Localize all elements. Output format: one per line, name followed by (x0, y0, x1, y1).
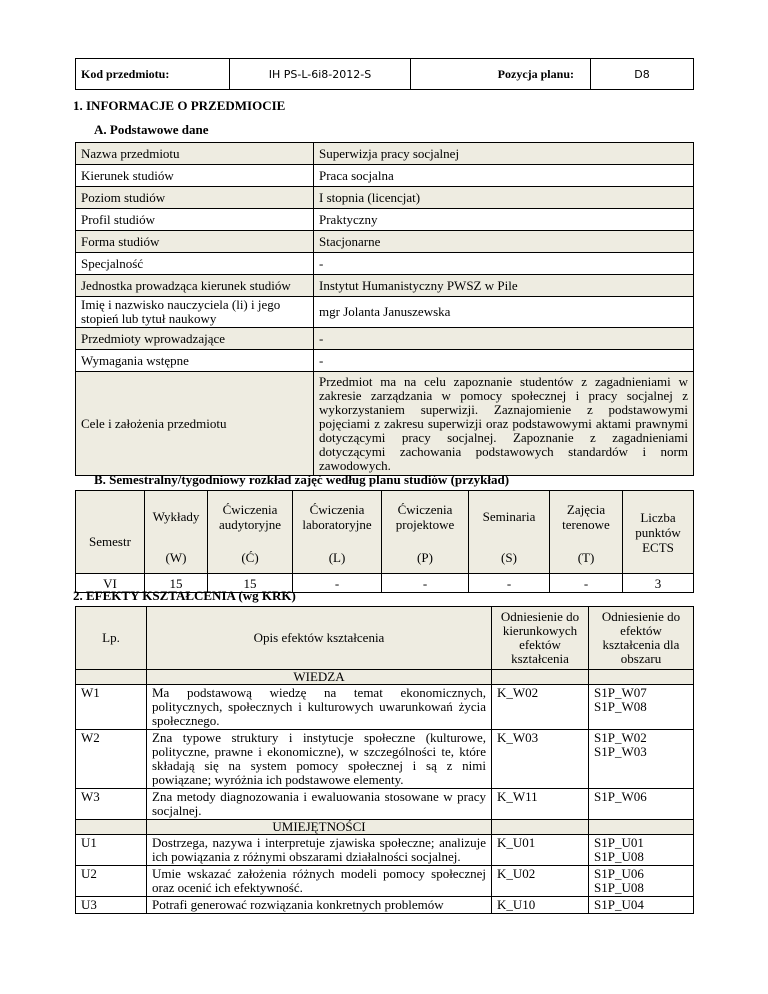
label-forma: Forma studiów (76, 231, 314, 253)
col-ects: Liczba punktów ECTS (623, 491, 694, 574)
abbr-s: (S) (469, 542, 550, 573)
col-cwiczenia-laboratoryjne: Ćwiczenia laboratoryjne (293, 491, 382, 543)
row-u2-lp: U2 (76, 866, 147, 897)
obszar-code: S1P_W06 (594, 789, 647, 804)
value-nauczyciel: mgr Jolanta Januszewska (314, 297, 694, 328)
header-table (75, 58, 694, 90)
label-specjalnosc: Specjalność (76, 253, 314, 275)
semestr-value: VI (76, 574, 145, 593)
abbr-w: (W) (145, 542, 208, 573)
row-u1-opis: Dostrzega, nazywa i interpretuje zjawiska społeczne; analizuje ich powiązania z różnymi obszarami działalności socjalnej. (147, 835, 492, 866)
group-wiedza-title: WIEDZA (147, 670, 492, 685)
value-kierunek: Praca socjalna (314, 165, 694, 187)
label-nazwa: Nazwa przedmiotu (76, 143, 314, 165)
row-u1-obszar (589, 835, 694, 866)
pozycja-label: Pozycja planu: (411, 59, 591, 90)
row-w3-lp: W3 (76, 789, 147, 820)
abbr-l: (L) (293, 542, 382, 573)
efekty-table (75, 606, 694, 914)
row-u3-kier: K_U10 (492, 897, 589, 914)
label-cele: Cele i założenia przedmiotu (76, 372, 314, 476)
row-u3-obszar (589, 897, 694, 914)
row-w2-kier: K_W03 (492, 730, 589, 789)
row-u2-obszar (589, 866, 694, 897)
value-ects: 3 (623, 574, 694, 593)
row-w3-kier: K_W11 (492, 789, 589, 820)
obszar-code: S1P_U01 (594, 835, 644, 850)
group-umiejetnosci-title: UMIEJĘTNOŚCI (147, 820, 492, 835)
label-jednostka: Jednostka prowadząca kierunek studiów (76, 275, 314, 297)
row-w1-lp: W1 (76, 685, 147, 730)
section1-title: 1. INFORMACJE O PRZEDMIOCIE (73, 98, 286, 113)
label-wymagania: Wymagania wstępne (76, 350, 314, 372)
row-w3-obszar (589, 789, 694, 820)
col-zajecia-terenowe: Zajęcia terenowe (550, 491, 623, 543)
pozycja-value: D8 (591, 59, 694, 90)
value-cele: Przedmiot ma na celu zapoznanie studentów z zagadnieniami w zakresie zarządzania w pomocy społecznej i pracy socjalnej z wykorzystaniem superwizji. Zaznajomienie z podstawowymi pojęciami z zakresu superwizji oraz podstawowymi aktami prawnymi dotyczącymi pracy socjalnej. Zapoznanie z zagadnieniami dotyczącymi zachowania podstawowych standardów i norm zawodowych. (314, 372, 694, 476)
value-p: - (382, 574, 469, 593)
section2-title: 2. EFEKTY KSZTAŁCENIA (wg KRK) (73, 588, 296, 603)
value-c: 15 (208, 574, 293, 593)
col-wyklady: Wykłady (145, 491, 208, 543)
row-w2-obszar (589, 730, 694, 789)
row-u3-lp: U3 (76, 897, 147, 914)
col-seminaria: Seminaria (469, 491, 550, 543)
row-w1-kier: K_W02 (492, 685, 589, 730)
label-profil: Profil studiów (76, 209, 314, 231)
obszar-code: S1P_U08 (594, 880, 644, 895)
opis-header: Opis efektów kształcenia (147, 607, 492, 670)
row-w1-opis: Ma podstawową wiedzę na temat ekonomicznych, politycznych, społecznych i kulturowych uwarunkowań życia społecznego. (147, 685, 492, 730)
label-przedmioty-wprowadzajace: Przedmioty wprowadzające (76, 328, 314, 350)
col-cwiczenia-projektowe: Ćwiczenia projektowe (382, 491, 469, 543)
kod-label: Kod przedmiotu: (76, 59, 230, 90)
obszar-code: S1P_U06 (594, 866, 644, 881)
label-nauczyciel: Imię i nazwisko nauczyciela (li) i jego stopień lub tytuł naukowy (76, 297, 314, 328)
basic-data-table (75, 142, 694, 476)
label-kierunek: Kierunek studiów (76, 165, 314, 187)
row-w2-lp: W2 (76, 730, 147, 789)
value-t: - (550, 574, 623, 593)
label-poziom: Poziom studiów (76, 187, 314, 209)
row-u1-lp: U1 (76, 835, 147, 866)
value-l: - (293, 574, 382, 593)
kier-header: Odniesienie do kierunkowych efektów kształcenia (492, 607, 589, 670)
obszar-code: S1P_U04 (594, 897, 644, 912)
value-poziom: I stopnia (licencjat) (314, 187, 694, 209)
abbr-p: (P) (382, 542, 469, 573)
value-wymagania: - (314, 350, 694, 372)
obszar-header: Odniesienie do efektów kształcenia dla obszaru (589, 607, 694, 670)
col-cwiczenia-audytoryjne: Ćwiczenia audytoryjne (208, 491, 293, 543)
obszar-code: S1P_W08 (594, 699, 647, 714)
abbr-t: (T) (550, 542, 623, 573)
subsection-a-title: A. Podstawowe dane (94, 122, 209, 137)
value-w: 15 (145, 574, 208, 593)
value-nazwa: Superwizja pracy socjalnej (314, 143, 694, 165)
value-przedmioty-wprowadzajace: - (314, 328, 694, 350)
obszar-code: S1P_W02 (594, 730, 647, 745)
row-u1-kier: K_U01 (492, 835, 589, 866)
obszar-code: S1P_W03 (594, 744, 647, 759)
value-s: - (469, 574, 550, 593)
schedule-table (75, 490, 694, 593)
row-w1-obszar (589, 685, 694, 730)
semestr-header: Semestr (76, 491, 145, 574)
abbr-c: (Ć) (208, 542, 293, 573)
row-w3-opis: Zna metody diagnozowania i ewaluowania stosowane w pracy socjalnej. (147, 789, 492, 820)
value-profil: Praktyczny (314, 209, 694, 231)
value-specjalnosc: - (314, 253, 694, 275)
subsection-b-title: B. Semestralny/tygodniowy rozkład zajęć według planu studiów (przykład) (94, 472, 510, 487)
obszar-code: S1P_W07 (594, 685, 647, 700)
row-u3-opis: Potrafi generować rozwiązania konkretnych problemów (147, 897, 492, 914)
kod-value: IH PS-L-6i8-2012-S (230, 59, 411, 90)
lp-header: Lp. (76, 607, 147, 670)
value-forma: Stacjonarne (314, 231, 694, 253)
value-jednostka: Instytut Humanistyczny PWSZ w Pile (314, 275, 694, 297)
row-u2-kier: K_U02 (492, 866, 589, 897)
row-u2-opis: Umie wskazać założenia różnych modeli pomocy społecznej oraz ocenić ich efektywność. (147, 866, 492, 897)
row-w2-opis: Zna typowe struktury i instytucje społeczne (kulturowe, polityczne, prawne i ekonomiczne), w szczególności te, które składają się na system pomocy społecznej i są z nimi powiązane; wyróżnia ich podstawowe elementy. (147, 730, 492, 789)
obszar-code: S1P_U08 (594, 849, 644, 864)
